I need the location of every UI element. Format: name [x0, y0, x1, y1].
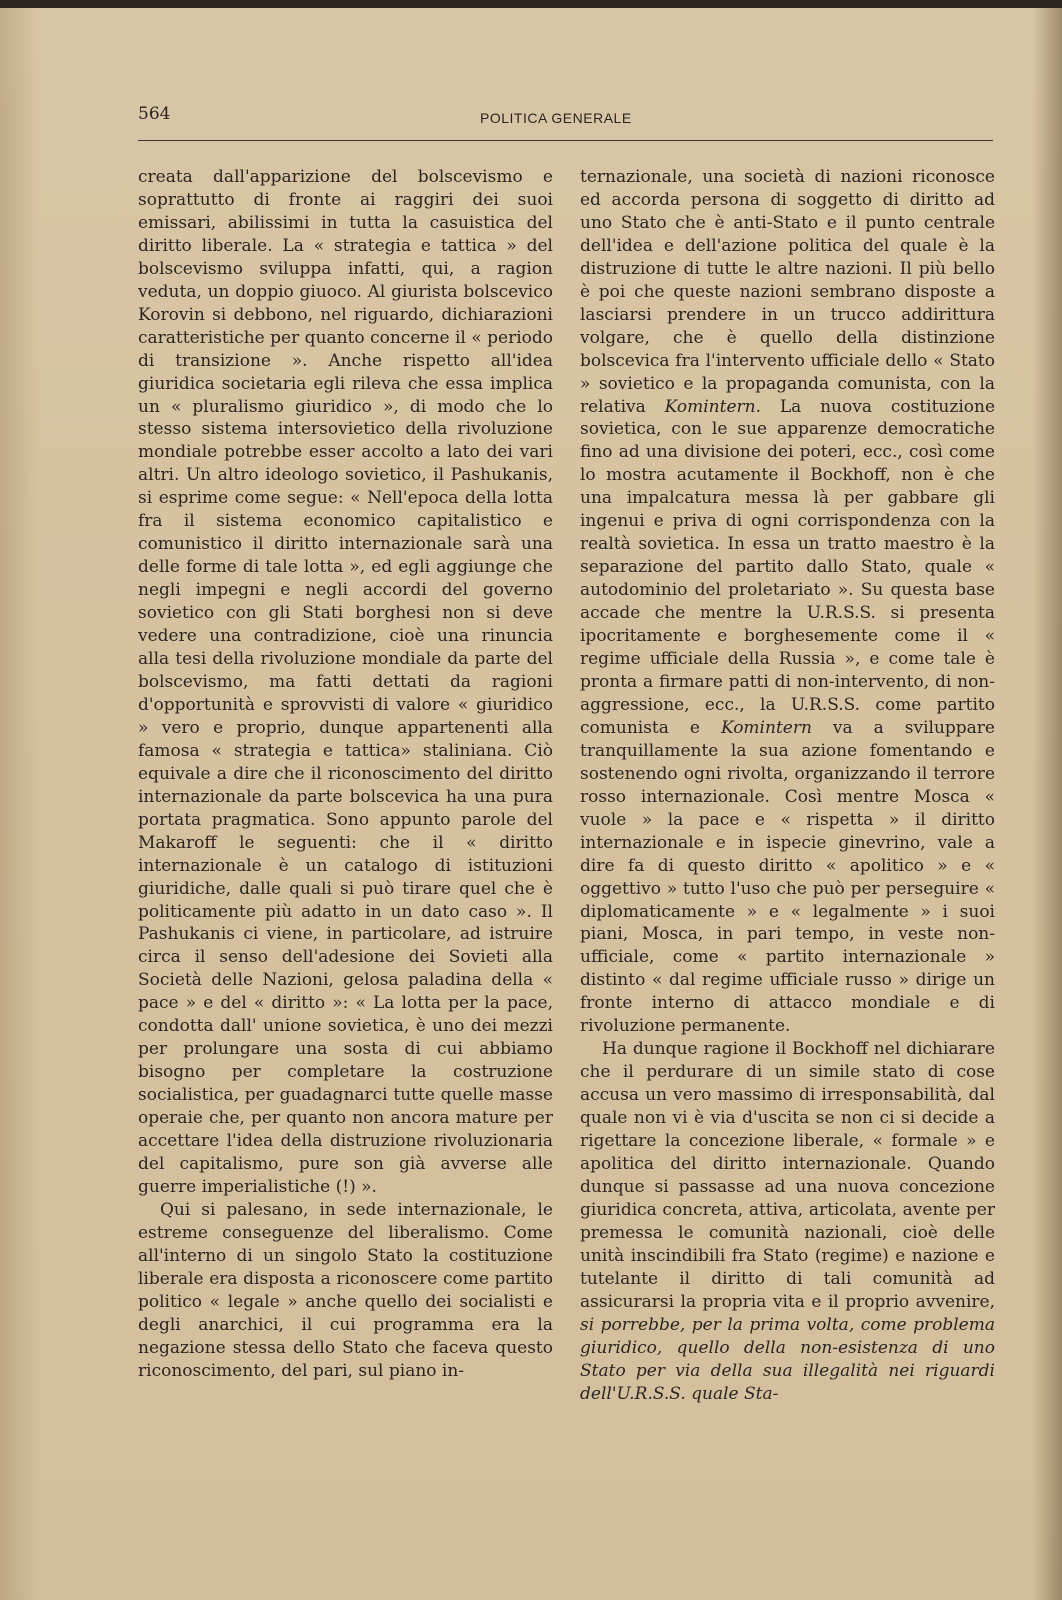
- text-run: ternazionale, una società di nazioni riconosce ed accorda persona di soggetto di diritto ad uno Stato che è anti-Stato e il punto centrale dell'idea e dell'azione politica del quale è la distruzione di tutte le altre nazioni. Il più bello è poi che queste nazioni sembrano disposte a lasciarsi prendere in un trucco addirittura volgare, che è quello della distinzione bolscevica fra l'intervento ufficiale dello « Stato » sovietico e la propaganda comunista, con la relativa: [580, 167, 995, 417]
- paragraph: creata dall'apparizione del bolscevismo e soprattutto di fronte ai raggiri dei suoi emissari, abilissimi in tutta la casuistica del diritto liberale. La « strategia e tattica » del bolscevismo sviluppa infatti, qui, a ragion veduta, un doppio giuoco. Al giurista bolscevico Korovin si debbono, nel riguardo, dichiarazioni caratteristiche per quanto concerne il « periodo di transizione ». Anche rispetto all'idea giuridica societaria egli rileva che essa implica un « pluralismo giuridico », di modo che lo stesso sistema intersovietico della rivoluzione mondiale potrebbe esser accolto a lato dei vari altri. Un altro ideologo sovietico, il Pashukanis, si esprime come segue: « Nell'epoca della lotta fra il sistema economico capitalistico e comunistico il diritto internazionale sarà una delle forme di tale lotta », ed egli aggiunge che negli impegni e negli accordi del governo sovietico con gli Stati borghesi non si deve vedere una contradizione, cioè una rinuncia alla tesi della rivoluzione mondiale da parte del bolscevismo, ma fatti dettati da ragioni d'opportunità e sprovvisti di valore « giuridico » vero e proprio, dunque appartenenti alla famosa « strategia e tattica» staliniana. Ciò equivale a dire che il riconoscimento del diritto internazionale da parte bolscevica ha una pura portata pragmatica. Sono appunto parole del Makaroff le seguenti: che il « diritto internazionale è un catalogo di istituzioni giuridiche, dalle quali si può tirare quel che è politicamente più adatto in un dato caso ». Il Pashukanis ci viene, in particolare, ad istruire circa il senso dell'adesione dei Sovieti alla Società delle Nazioni, gelosa paladina della « pace » e del « diritto »: « La lotta per la pace, condotta dall' unione sovietica, è uno dei mezzi per prolungare una sosta di cui abbiamo bisogno per completare la costruzione socialistica, per guadagnarci tutte quelle masse operaie che, per quanto non ancora mature per accettare l'idea della distruzione rivoluzionaria del capitalismo, pure son già avverse alle guerre imperialistiche (!) ».: [138, 167, 553, 1197]
- text-run: Ha dunque ragione il Bockhoff nel dichiarare che il perdurare di un simile stato di cose accusa un vero massimo di irresponsabilità, dal quale non vi è via d'uscita se non ci si decide a rigettare la concezione liberale, « formale » e apolitica del diritto internazionale. Quando dunque si passasse ad una nuova concezione giuridica concreta, attiva, articolata, avente per premessa le comunità nazionali, cioè delle unità inscindibili fra Stato (regime) e nazione e tutelante il diritto di tali comunità ad assicurarsi la propria vita e il proprio avvenire,: [580, 1039, 995, 1312]
- italic-passage: si porrebbe, per la prima volta, come problema giuridico, quello della non-esistenza di uno Stato per via della sua illegalità nei riguardi dell'U.R.S.S. quale Sta-: [580, 1314, 995, 1404]
- page-number: 564: [138, 104, 171, 124]
- page-header: [138, 104, 988, 128]
- left-column: [138, 166, 553, 1383]
- text-run: va a sviluppare tranquillamente la sua azione fomentando e sostenendo ogni rivolta, organizzando il terrore rosso internazionale. Così mentre Mosca « vuole » la pace e « rispetta » il diritto internazionale e in ispecie ginevrino, vale a dire fa di questo diritto « apolitico » e « oggettivo » tutto l'uso che può per perseguire « diplomaticamente » e « legalmente » i suoi piani, Mosca, in pari tempo, in veste non-ufficiale, come « partito internazionale » distinto « dal regime ufficiale russo » dirige un fronte interno di attacco mondiale e di rivoluzione permanente.: [580, 717, 995, 1037]
- book-page: [0, 8, 1062, 1600]
- paragraph: Qui si palesano, in sede internazionale, le estreme conseguenze del liberalismo. Come all'interno di un singolo Stato la costituzione liberale era disposta a riconoscere come partito politico « legale » anche quello dei socialisti e degli anarchici, il cui programma era la negazione stessa dello Stato che faceva questo riconoscimento, del pari, sul piano in-: [138, 1199, 553, 1381]
- text-run: . La nuova costituzione sovietica, con le sue apparenze democratiche fino ad una divisione dei poteri, ecc., così come lo mostra acutamente il Bockhoff, non è che una impalcatura messa là per gabbare gli ingenui e priva di ogni corrispondenza con la realtà sovietica. In essa un tratto maestro è la separazione del partito dallo Stato, quale « autodominio del proletariato ». Su questa base accade che mentre la U.R.S.S. si presenta ipocritamente e borghesemente come il « regime ufficiale della Russia », e come tale è pronta a firmare patti di non-intervento, di non-aggressione, ecc., la U.R.S.S. come partito comunista e: [580, 396, 996, 738]
- header-rule: [138, 140, 993, 141]
- paragraph: [580, 166, 995, 1038]
- paragraph: [580, 1038, 995, 1405]
- italic-term: Komintern: [720, 717, 812, 738]
- right-column: [580, 166, 995, 1405]
- italic-term: Komintern: [664, 396, 756, 417]
- running-head: POLITICA GENERALE: [480, 110, 632, 126]
